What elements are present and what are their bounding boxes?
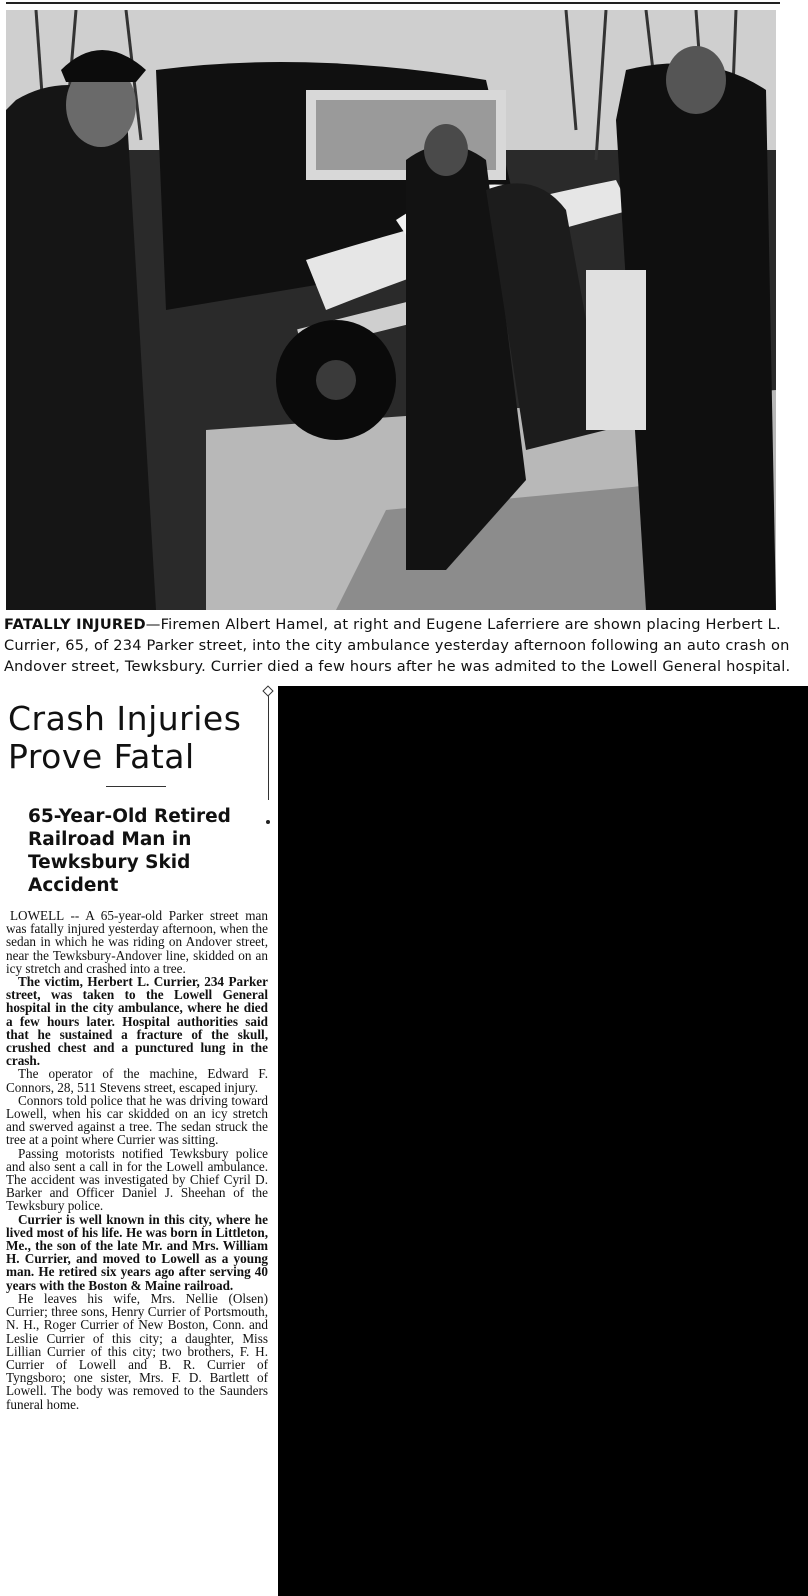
photo-illustration (6, 10, 776, 610)
photo-caption (4, 614, 794, 677)
paragraph: Currier is well known in this city, where he lived most of his life. He was born in Littleton, Me., the son of the late Mr. and Mrs. William H. Currier, and moved to Lowell as a young man. He retired six years ago after serving 40 years with the Boston & Maine railroad. (6, 1211, 268, 1293)
paragraph: Passing motorists notified Tewksbury police and also sent a call in for the Lowell ambulance. The accident was investigated by Chief Cyril D. Barker and Officer Daniel J. Sheehan of the Tewksbury police. (6, 1145, 268, 1214)
paragraph: LOWELL -- A 65-year-old Parker street man was fatally injured yesterday afternoon, when the sedan in which he was riding on Andover street, near the Tewksbury-Andover line, skidded on an icy stretch and crashed into a tree. (6, 908, 268, 976)
redacted-black-area (278, 686, 808, 1596)
caption-text: —Firemen Albert Hamel, at right and Eugene Laferriere are shown placing Herbert L. Currier, 65, of 234 Parker street, into the city ambulance yesterday afternoon following an auto crash on Andover street, Tewksbury. Currier died a few hours after he was admited to the Lowell General hospital. (4, 616, 791, 675)
subheadline: 65-Year-Old Retired Railroad Man in Tewksbury Skid Accident (28, 806, 231, 896)
column-rule (268, 690, 269, 800)
article (6, 700, 268, 1411)
article-body (6, 909, 268, 1411)
top-rule (6, 2, 780, 4)
headline-rule (106, 786, 166, 787)
paragraph: The operator of the machine, Edward F. Connors, 28, 511 Stevens street, escaped injury. (6, 1066, 268, 1095)
rule-ornament (262, 685, 273, 696)
paragraph: The victim, Herbert L. Currier, 234 Parker street, was taken to the Lowell General hospital in the city ambulance, where he died a few hours later. Hospital authorities said that he sustained a fracture of the skull, crushed chest and a punctured lung in the crash. (6, 974, 268, 1069)
paragraph: Connors told police that he was driving toward Lowell, when his car skidded on an icy stretch and swerved against a tree. The sedan struck the tree at a point where Currier was sitting. (6, 1092, 268, 1148)
headline (8, 700, 268, 776)
headline-line-1: Crash Injuries (8, 699, 242, 738)
caption-lead: FATALLY INJURED (4, 616, 146, 633)
paragraph: He leaves his wife, Mrs. Nellie (Olsen) Currier; three sons, Henry Currier of Portsmouth, N. H., Roger Currier of New Boston, Conn. and Leslie Currier of this city; a daughter, Miss Lillian Currier of this city; two brothers, F. H. Currier of Lowell and B. R. Currier of Tyngsboro; one sister, Mrs. F. D. Bartlett of Lowell. The body was removed to the Saunders funeral home. (6, 1290, 268, 1412)
headline-line-2: Prove Fatal (8, 737, 195, 776)
ambulance-scene-photo (6, 10, 776, 610)
